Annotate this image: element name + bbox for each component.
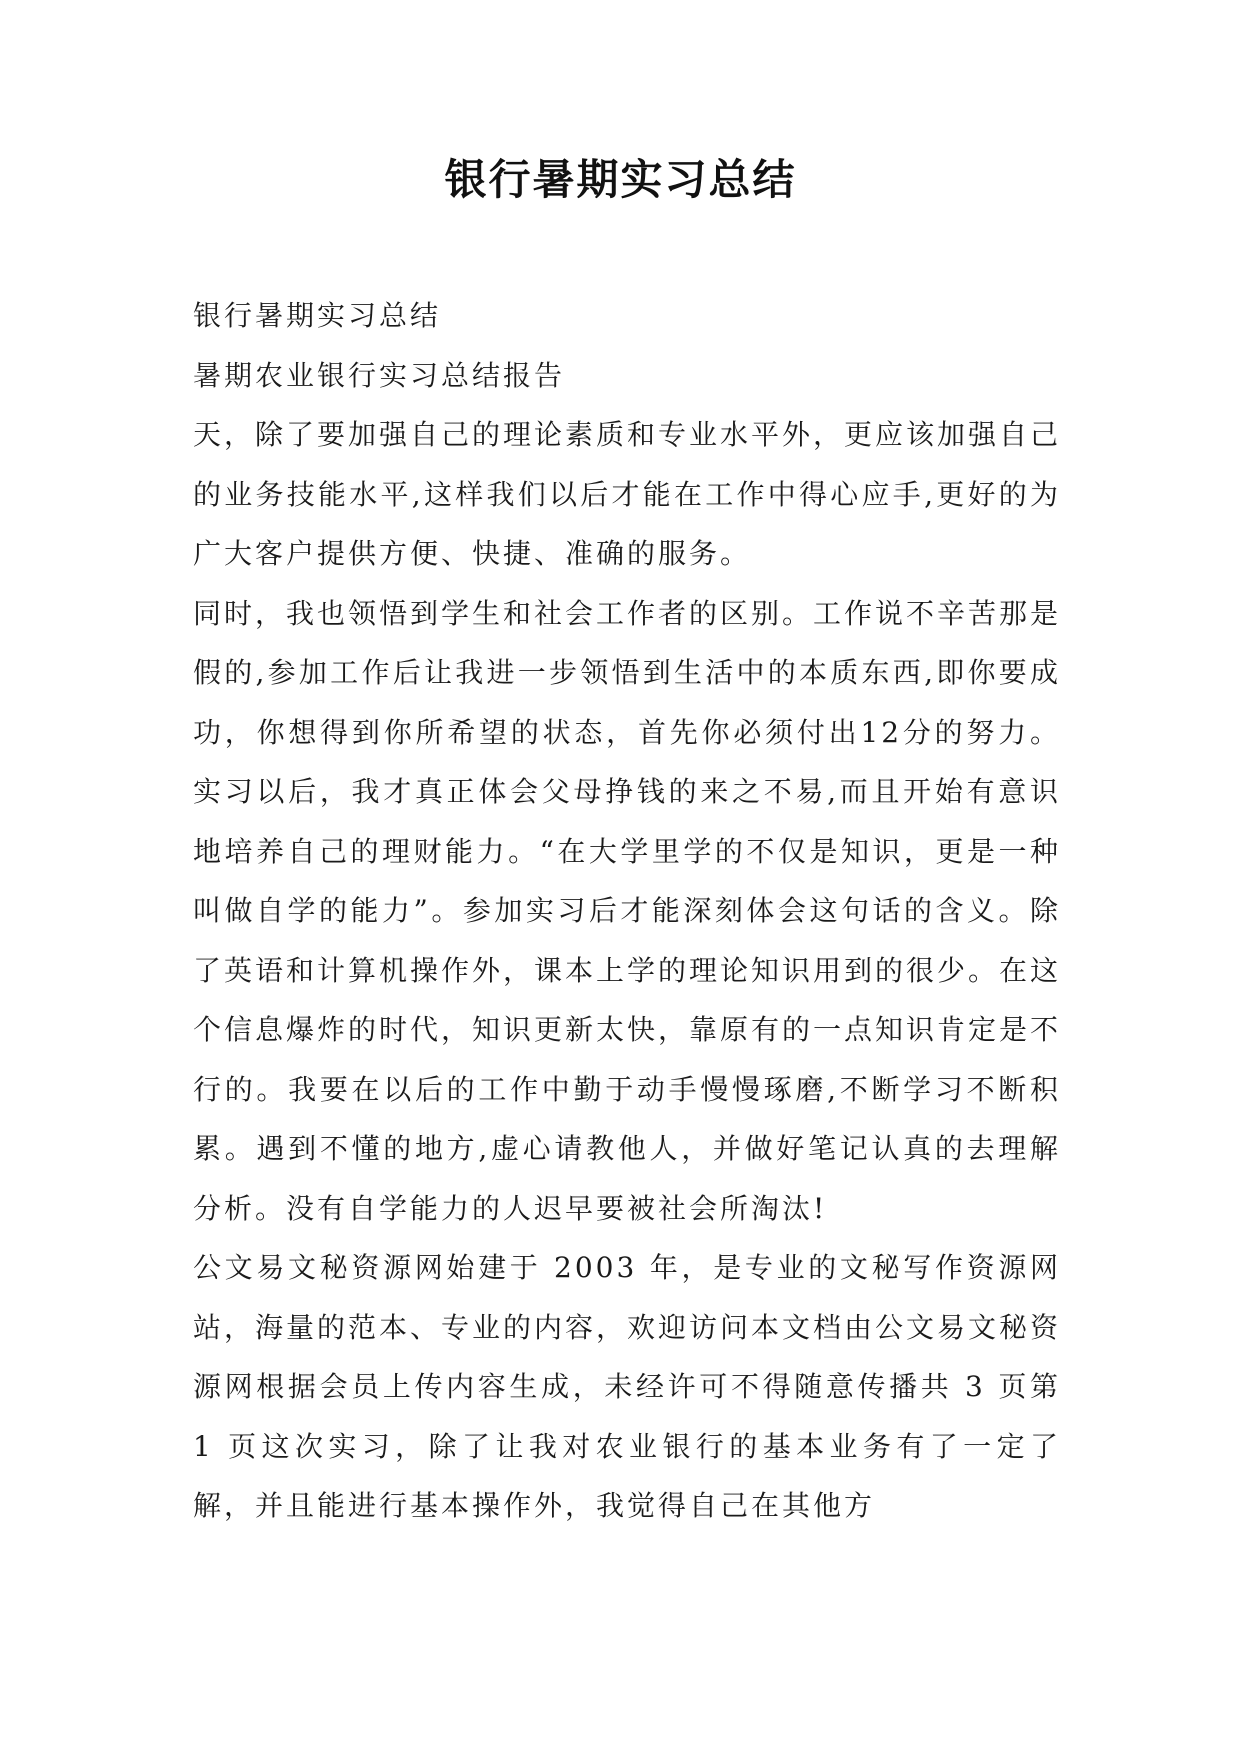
- document-body: [193, 286, 1061, 1536]
- document-title: 银行暑期实习总结: [444, 155, 797, 204]
- body-paragraph: 银行暑期实习总结: [193, 299, 442, 332]
- body-paragraph: 暑期农业银行实习总结报告: [193, 358, 566, 392]
- body-paragraph: 天，除了要加强自己的理论素质和专业水平外，更应该加强自己的业务技能水平,这样我们以后才能在工作中得心应手,更好的为广大客户提供方便、快捷、准确的服务。: [193, 418, 1062, 570]
- body-paragraph: 同时，我也领悟到学生和社会工作者的区别。工作说不辛苦那是假的,参加工作后让我进一步领悟到生活中的本质东西,即你要成功，你想得到你所希望的状态，首先你必须付出12分的努力。实习以后，我才真正体会父母挣钱的来之不易,而且开始有意识地培养自己的理财能力。“在大学里学的不仅是知识，更是一种叫做自学的能力”。参加实习后才能深刻体会这句话的含义。除了英语和计算机操作外，课本上学的理论知识用到的很少。在这个信息爆炸的时代，知识更新太快，靠原有的一点知识肯定是不行的。我要在以后的工作中勤于动手慢慢琢磨,不断学习不断积累。遇到不懂的地方,虚心请教他人，并做好笔记认真的去理解分析。没有自学能力的人迟早要被社会所淘汰!: [193, 596, 1062, 1225]
- body-paragraph: 公文易文秘资源网始建于 2003 年，是专业的文秘写作资源网站，海量的范本、专业的内容，欢迎访问本文档由公文易文秘资源网根据会员上传内容生成，未经许可不得随意传播共 3 页第 1 页这次实习，除了让我对农业银行的基本业务有了一定了解，并且能进行基本操作外，我觉得自己在其他方: [193, 1251, 1062, 1522]
